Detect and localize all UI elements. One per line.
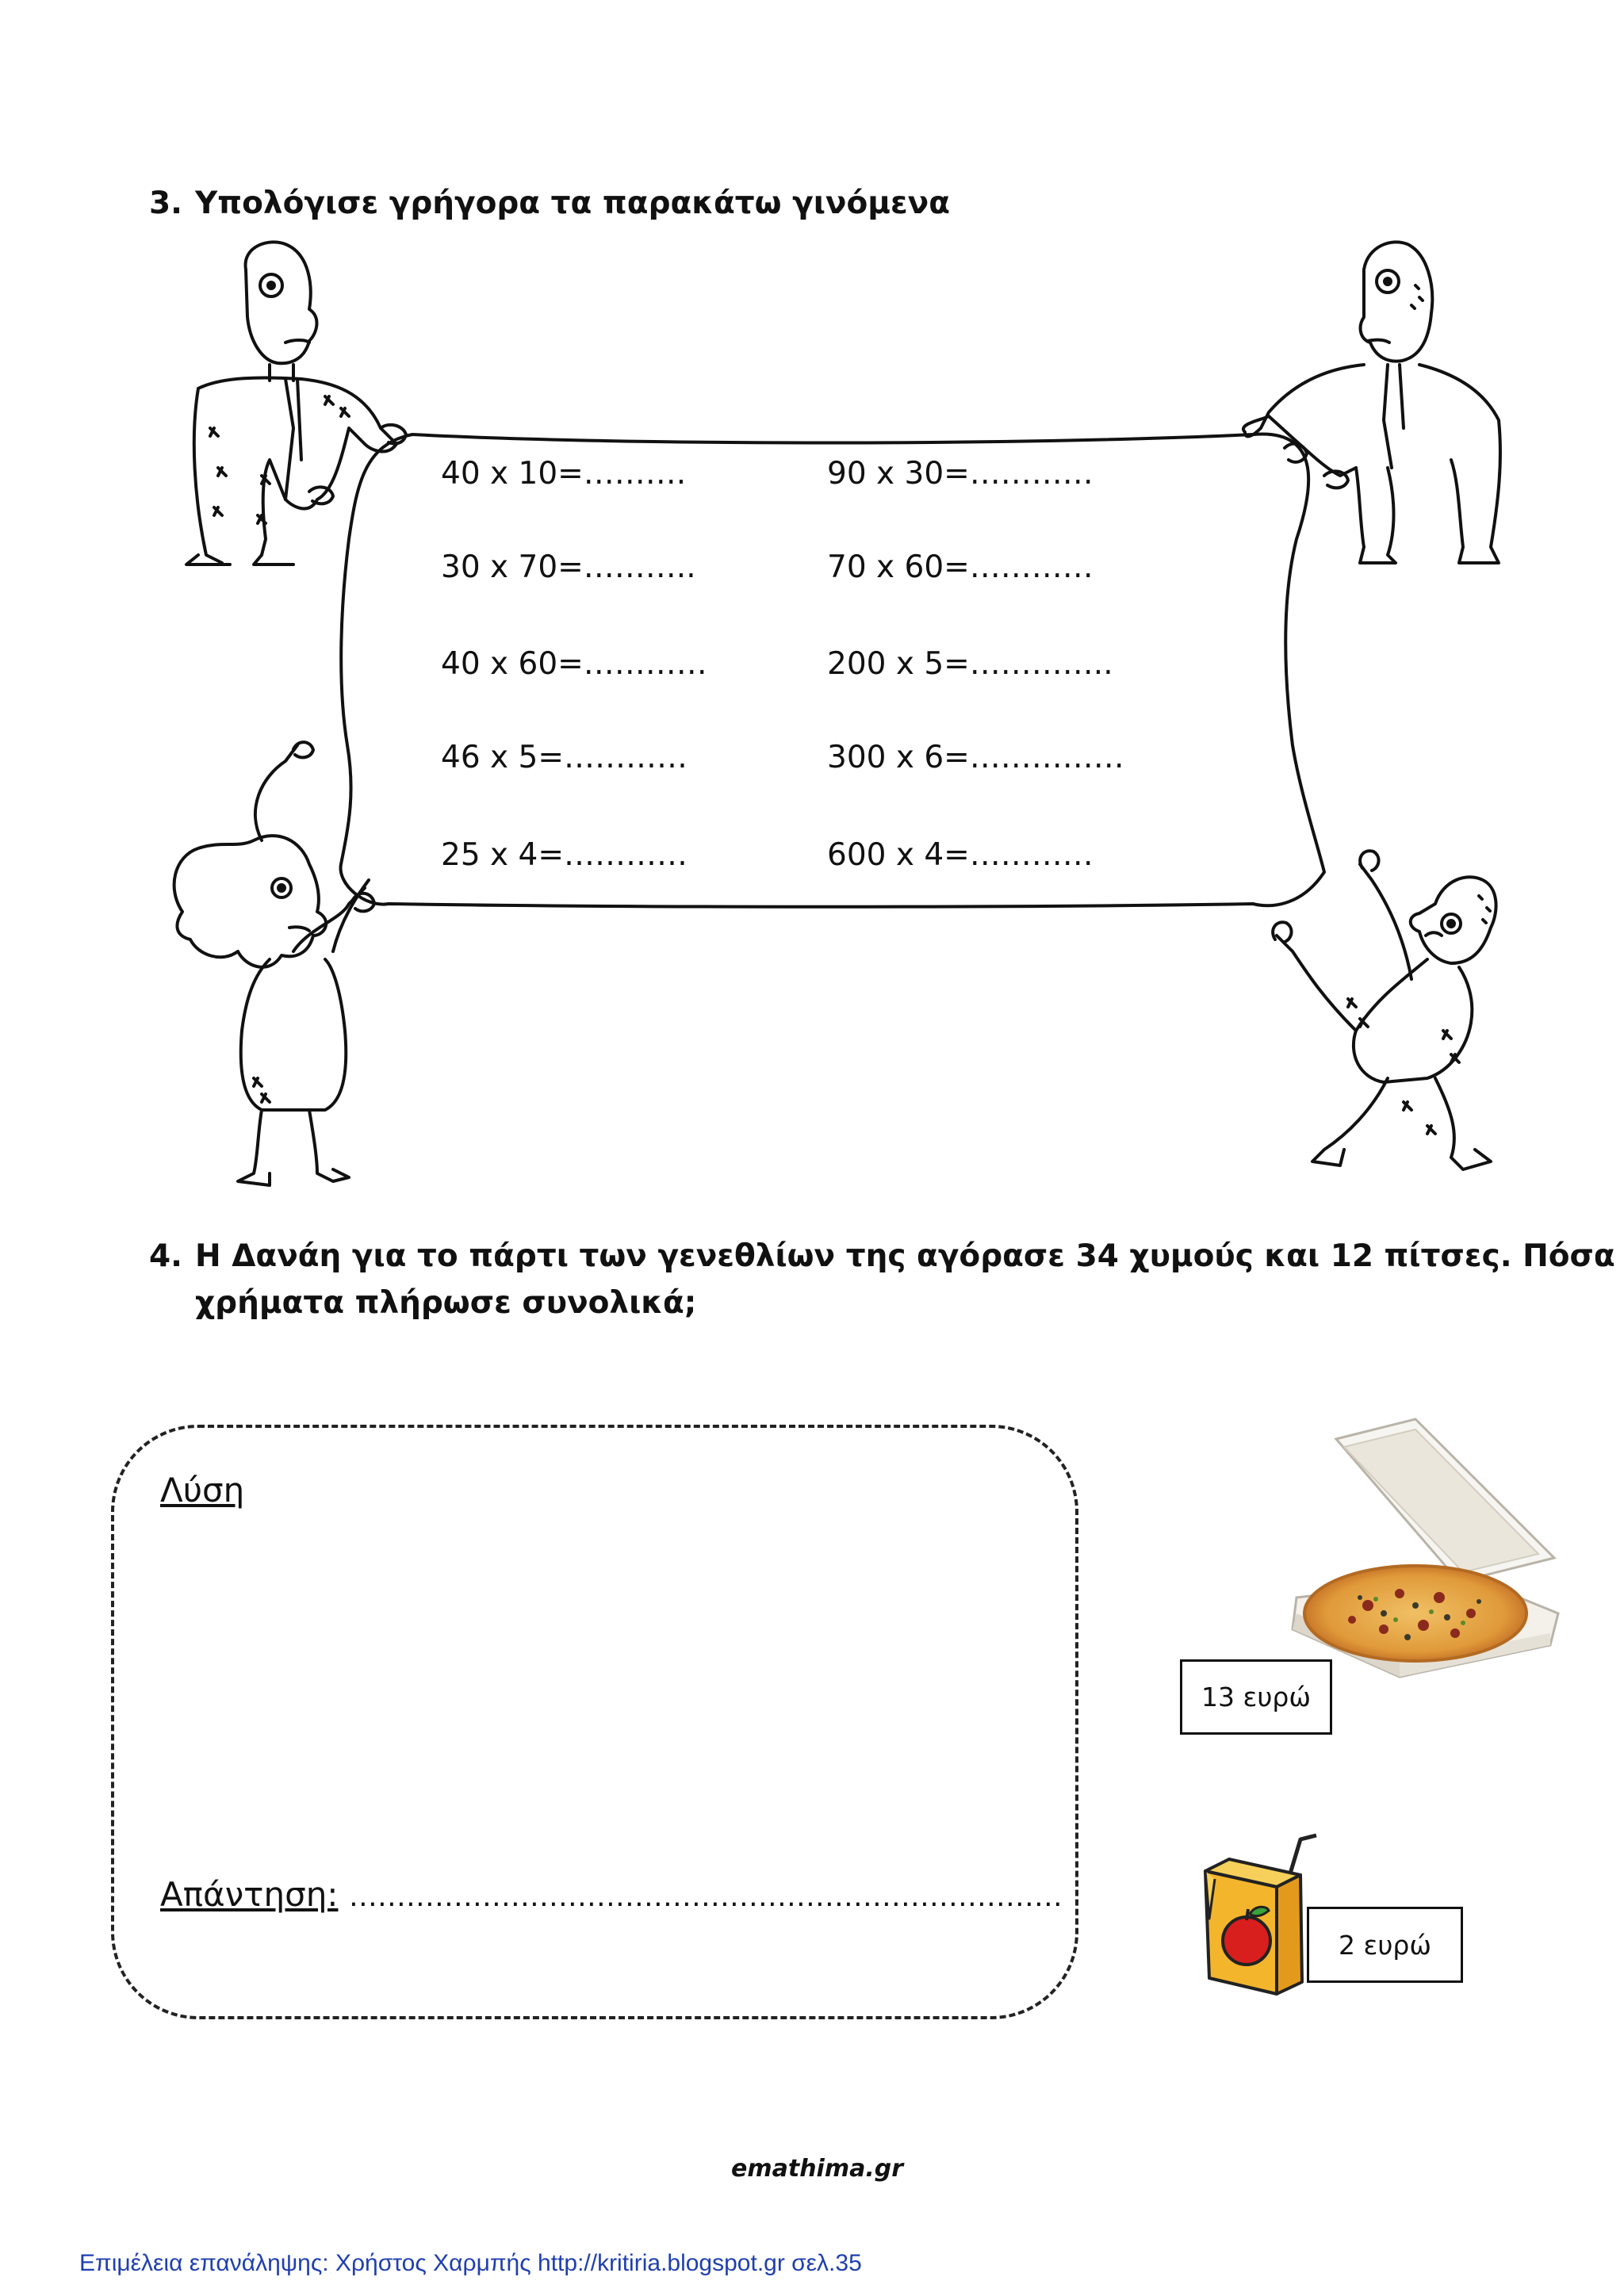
- solution-label: Λύση: [160, 1471, 245, 1510]
- person-top-left: [186, 242, 406, 564]
- product-right-1: 90 x 30=…………: [827, 456, 1094, 492]
- product-right-5: 600 x 4=…………: [827, 837, 1094, 873]
- exercise-4-line-1: Η Δανάη για το πάρτι των γενεθλίων της αγόρασε 34 χυμούς και 12 πίτσες. Πόσα: [195, 1238, 1615, 1274]
- exercise-3-number: 3.: [149, 186, 182, 221]
- people-pulling-sheet-icon: [151, 238, 1499, 1189]
- exercise-4-heading: [149, 1234, 1615, 1326]
- pizza-price-label: 13 ευρώ: [1180, 1659, 1332, 1735]
- exercise-3-heading: [149, 181, 950, 228]
- exercise-3-title: Υπολόγισε γρήγορα τα παρακάτω γινόμενα: [195, 186, 951, 221]
- person-top-right: [1243, 242, 1500, 563]
- product-left-3: 40 x 60=…………: [441, 646, 707, 682]
- pizza-box-icon: [1281, 1415, 1566, 1685]
- juice-price-label: 2 ευρώ: [1307, 1907, 1463, 1983]
- footer-credit: Επιμέλεια επανάληψης: Χρήστος Χαρμπής http://kritiria.blogspot.gr σελ.35: [79, 2250, 862, 2276]
- footer-site: emathima.gr: [731, 2155, 904, 2183]
- product-left-1: 40 x 10=……….: [441, 456, 687, 492]
- product-right-2: 70 x 60=…………: [827, 549, 1094, 585]
- solution-box[interactable]: [111, 1425, 1078, 2019]
- answer-line[interactable]: [160, 1875, 1063, 1914]
- person-bottom-left: [174, 742, 374, 1185]
- answer-dots: …………………………………………………………………: [348, 1881, 1063, 1913]
- answer-label: Απάντηση:: [160, 1875, 339, 1914]
- product-left-4: 46 x 5=…………: [441, 740, 688, 775]
- exercise-4-line-2: χρήματα πλήρωσε συνολικά;: [195, 1284, 697, 1321]
- apple-juice-box-icon: [1197, 1831, 1324, 1998]
- product-left-2: 30 x 70=………..: [441, 549, 696, 585]
- person-bottom-right: [1273, 851, 1496, 1169]
- product-left-5: 25 x 4=…………: [441, 837, 688, 873]
- product-right-4: 300 x 6=……………: [827, 740, 1124, 775]
- product-right-3: 200 x 5=…………..: [827, 646, 1113, 682]
- exercise-4-number: 4.: [149, 1238, 182, 1274]
